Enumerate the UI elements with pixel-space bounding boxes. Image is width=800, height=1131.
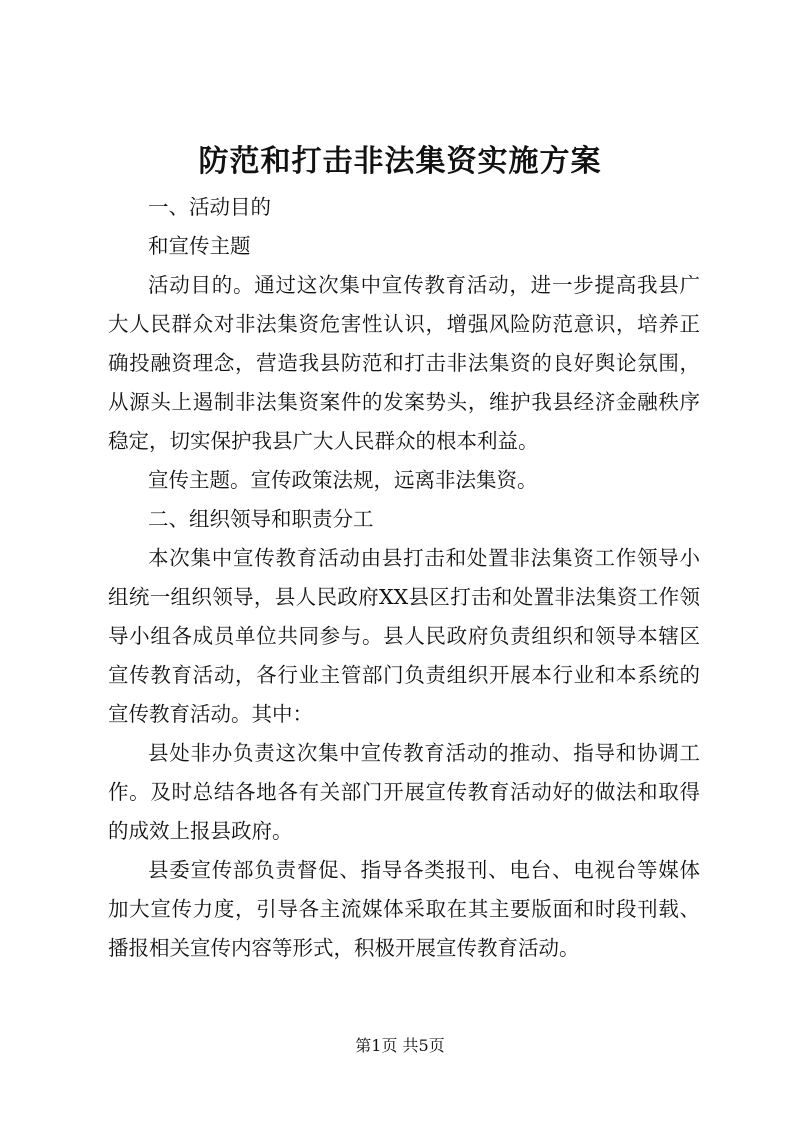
paragraph-county-office: 县处非办负责这次集中宣传教育活动的推动、指导和协调工作。及时总结各地各有关部门开展宣传教育活动好的做法和取得的成效上报县政府。	[108, 741, 700, 843]
page-title: 防范和打击非法集资实施方案	[198, 144, 602, 179]
paragraph-publicity-department: 县委宣传部负责督促、指导各类报刊、电台、电视台等媒体加大宣传力度，引导各主流媒体采取在其主要版面和时段刊载、播报相关宣传内容等形式，积极开展宣传教育活动。	[108, 858, 700, 960]
page-number-footer: 第1页 共5页	[355, 1036, 445, 1055]
paragraph-activity-purpose: 活动目的。通过这次集中宣传教育活动，进一步提高我县广大人民群众对非法集资危害性认识，增强风险防范意识，培养正确投融资理念，营造我县防范和打击非法集资的良好舆论氛围，从源头上遏制非法集资案件的发案势头，维护我县经济金融秩序稳定，切实保护我县广大人民群众的根本利益。	[108, 273, 700, 453]
paragraph-organization: 本次集中宣传教育活动由县打击和处置非法集资工作领导小组统一组织领导，县人民政府XX县区打击和处置非法集资工作领导小组各成员单位共同参与。县人民政府负责组织和领导本辖区宣传教育活动，各行业主管部门负责组织开展本行业和本系统的宣传教育活动。其中：	[108, 546, 700, 726]
document-body	[108, 188, 700, 968]
heading-activity-purpose: 一、活动目的	[148, 195, 271, 219]
heading-organization: 二、组织领导和职责分工	[148, 507, 374, 531]
paragraph-promotion-theme: 宣传主题。宣传政策法规，远离非法集资。	[148, 468, 538, 492]
heading-promotion-theme: 和宣传主题	[148, 234, 251, 258]
